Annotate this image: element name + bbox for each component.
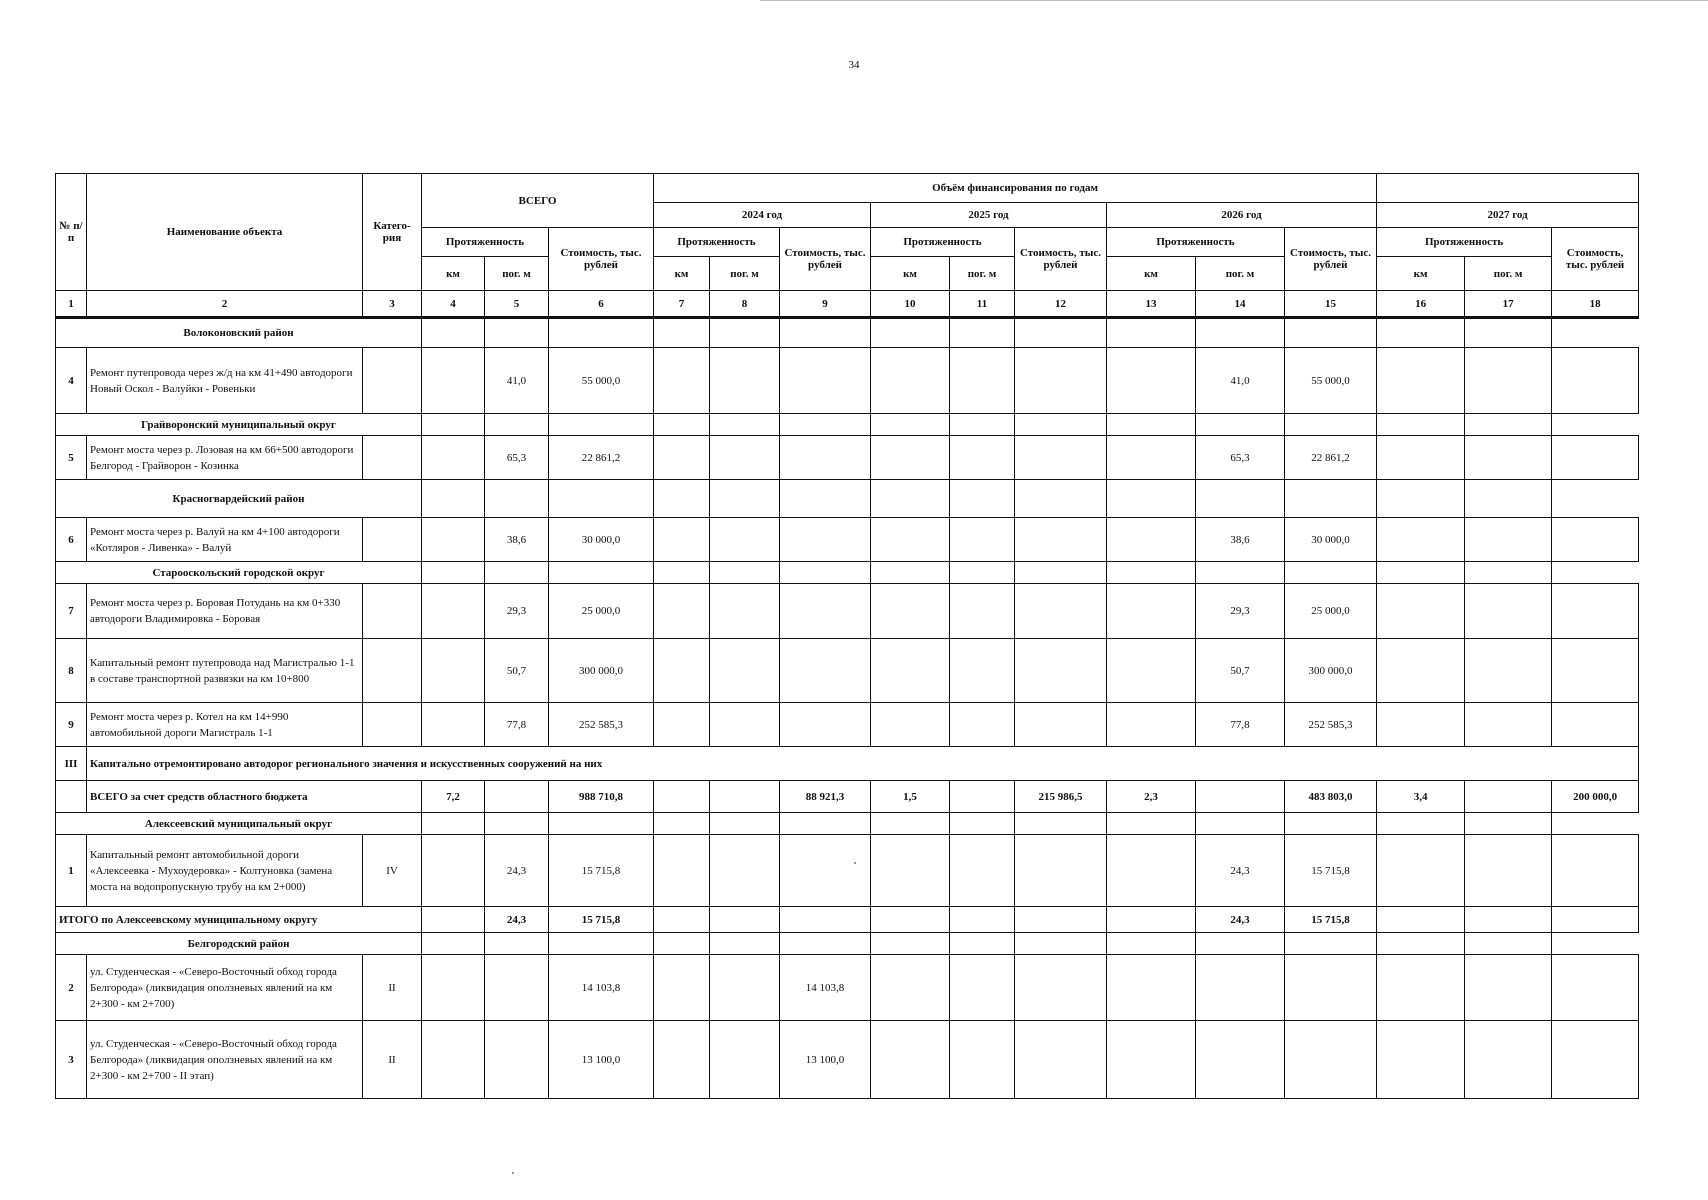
district-title: Красногвардейский район bbox=[56, 480, 422, 518]
column-number: 16 bbox=[1377, 291, 1465, 318]
header-cost: Стоимость, тыс. рублей bbox=[1285, 228, 1377, 291]
subtotal-label: ИТОГО по Алексеевскому муниципальному округу bbox=[56, 907, 422, 933]
header-pog: пог. м bbox=[710, 257, 780, 291]
column-number: 7 bbox=[654, 291, 710, 318]
header-year-2024: 2024 год bbox=[654, 203, 871, 228]
column-number: 3 bbox=[363, 291, 422, 318]
pog-2026: 29,3 bbox=[1196, 584, 1285, 639]
cost-2025: 215 986,5 bbox=[1015, 781, 1107, 813]
column-number: 9 bbox=[780, 291, 871, 318]
column-number: 10 bbox=[871, 291, 950, 318]
header-year-2027: 2027 год bbox=[1377, 203, 1639, 228]
column-number: 13 bbox=[1107, 291, 1196, 318]
column-number: 12 bbox=[1015, 291, 1107, 318]
table-row bbox=[56, 703, 1639, 747]
header-km: км bbox=[1377, 257, 1465, 291]
header-cost: Стоимость, тыс. рублей bbox=[1552, 228, 1639, 291]
header-pog: пог. м bbox=[1465, 257, 1552, 291]
header-cost: Стоимость, тыс. рублей bbox=[780, 228, 871, 291]
column-number: 17 bbox=[1465, 291, 1552, 318]
cost-2024: 88 921,3 bbox=[780, 781, 871, 813]
header-length: Протяженность bbox=[422, 228, 549, 257]
financing-table bbox=[55, 173, 1639, 1099]
pog-2026: 77,8 bbox=[1196, 703, 1285, 747]
total-pog: 41,0 bbox=[485, 348, 549, 414]
column-number-row bbox=[56, 291, 1639, 318]
table-row bbox=[56, 584, 1639, 639]
column-number: 8 bbox=[710, 291, 780, 318]
column-number: 6 bbox=[549, 291, 654, 318]
row-index: 4 bbox=[56, 348, 87, 414]
scan-edge-line bbox=[760, 0, 1708, 1]
header-length: Протяженность bbox=[1377, 228, 1552, 257]
total-pog: 38,6 bbox=[485, 518, 549, 562]
pog-2026: 24,3 bbox=[1196, 835, 1285, 907]
header-cost: Стоимость, тыс. рублей bbox=[549, 228, 654, 291]
category: IV bbox=[363, 835, 422, 907]
header-category: Катего-рия bbox=[363, 174, 422, 291]
total-cost: 15 715,8 bbox=[549, 835, 654, 907]
table-row bbox=[56, 639, 1639, 703]
total-km: 7,2 bbox=[422, 781, 485, 813]
total-cost: 30 000,0 bbox=[549, 518, 654, 562]
object-name: Ремонт моста через р. Валуй на км 4+100 автодороги «Котляров - Ливенка» - Валуй bbox=[87, 518, 363, 562]
table-row bbox=[56, 835, 1639, 907]
cost-2026: 252 585,3 bbox=[1285, 703, 1377, 747]
header-length: Протяженность bbox=[871, 228, 1015, 257]
cost-2024: 14 103,8 bbox=[780, 955, 871, 1021]
table-row bbox=[56, 955, 1639, 1021]
section-row bbox=[56, 747, 1639, 781]
row-index: 6 bbox=[56, 518, 87, 562]
category: II bbox=[363, 1021, 422, 1099]
district-row bbox=[56, 480, 1639, 518]
total-pog: 65,3 bbox=[485, 436, 549, 480]
district-row bbox=[56, 933, 1639, 955]
header-year-2025: 2025 год bbox=[871, 203, 1107, 228]
total-cost: 25 000,0 bbox=[549, 584, 654, 639]
total-cost: 15 715,8 bbox=[549, 907, 654, 933]
header-km: км bbox=[422, 257, 485, 291]
total-cost: 14 103,8 bbox=[549, 955, 654, 1021]
header-pog: пог. м bbox=[950, 257, 1015, 291]
column-number: 18 bbox=[1552, 291, 1639, 318]
total-pog: 24,3 bbox=[485, 907, 549, 933]
district-title: Волоконовский район bbox=[56, 318, 422, 348]
district-title: Белгородский район bbox=[56, 933, 422, 955]
subtotal-row bbox=[56, 907, 1639, 933]
object-name: Ремонт моста через р. Котел на км 14+990 автомобильной дороги Магистраль 1-1 bbox=[87, 703, 363, 747]
header-num: № п/п bbox=[56, 174, 87, 291]
district-row bbox=[56, 562, 1639, 584]
pog-2026: 65,3 bbox=[1196, 436, 1285, 480]
row-index: 3 bbox=[56, 1021, 87, 1099]
category: II bbox=[363, 955, 422, 1021]
total-cost: 55 000,0 bbox=[549, 348, 654, 414]
total-pog: 77,8 bbox=[485, 703, 549, 747]
section-index: III bbox=[56, 747, 87, 781]
total-cost: 13 100,0 bbox=[549, 1021, 654, 1099]
district-title: Старооскольский городской округ bbox=[56, 562, 422, 584]
header-financing: Объём финансирования по годам bbox=[654, 174, 1377, 203]
column-number: 5 bbox=[485, 291, 549, 318]
object-name: ул. Студенческая - «Северо-Восточный обход города Белгорода» (ликвидация оползневых явлений на км 2+300 - км 2+700 - II этап) bbox=[87, 1021, 363, 1099]
header-length: Протяженность bbox=[654, 228, 780, 257]
total-row bbox=[56, 781, 1639, 813]
header-km: км bbox=[871, 257, 950, 291]
total-pog: 29,3 bbox=[485, 584, 549, 639]
column-number: 11 bbox=[950, 291, 1015, 318]
section-title: Капитально отремонтировано автодорог регионального значения и искусственных сооружений на них bbox=[87, 747, 1639, 781]
pog-2026: 50,7 bbox=[1196, 639, 1285, 703]
object-name: Ремонт моста через р. Лозовая на км 66+500 автодороги Белгород - Грайворон - Козинка bbox=[87, 436, 363, 480]
header-cost: Стоимость, тыс. рублей bbox=[1015, 228, 1107, 291]
header-total: ВСЕГО bbox=[422, 174, 654, 228]
object-name: ул. Студенческая - «Северо-Восточный обход города Белгорода» (ликвидация оползневых явлений на км 2+300 - км 2+700) bbox=[87, 955, 363, 1021]
column-number: 1 bbox=[56, 291, 87, 318]
table-row bbox=[56, 436, 1639, 480]
row-index: 1 bbox=[56, 835, 87, 907]
object-name: Капитальный ремонт автомобильной дороги «Алексеевка - Мухоудеровка» - Колтуновка (замена моста на водопропускную трубу на км 2+000) bbox=[87, 835, 363, 907]
cost-2026: 15 715,8 bbox=[1285, 907, 1377, 933]
km-2027: 3,4 bbox=[1377, 781, 1465, 813]
cost-2027: 200 000,0 bbox=[1552, 781, 1639, 813]
total-cost: 300 000,0 bbox=[549, 639, 654, 703]
total-pog: 24,3 bbox=[485, 835, 549, 907]
km-2026: 2,3 bbox=[1107, 781, 1196, 813]
district-row bbox=[56, 813, 1639, 835]
column-number: 15 bbox=[1285, 291, 1377, 318]
object-name: Капитальный ремонт путепровода над Магистралью 1-1 в составе транспортной развязки на км 10+800 bbox=[87, 639, 363, 703]
header-name: Наименование объекта bbox=[87, 174, 363, 291]
row-index: 7 bbox=[56, 584, 87, 639]
header-pog: пог. м bbox=[1196, 257, 1285, 291]
district-title: Алексеевский муниципальный округ bbox=[56, 813, 422, 835]
pog-2026: 41,0 bbox=[1196, 348, 1285, 414]
object-name: Ремонт путепровода через ж/д на км 41+490 автодороги Новый Оскол - Валуйки - Ровеньки bbox=[87, 348, 363, 414]
cost-2026: 300 000,0 bbox=[1285, 639, 1377, 703]
page-number: 34 bbox=[848, 59, 860, 71]
cost-2026: 15 715,8 bbox=[1285, 835, 1377, 907]
header-blank bbox=[1377, 174, 1639, 203]
district-row bbox=[56, 414, 1639, 436]
total-cost: 988 710,8 bbox=[549, 781, 654, 813]
row-index: 8 bbox=[56, 639, 87, 703]
column-number: 4 bbox=[422, 291, 485, 318]
cost-2026: 55 000,0 bbox=[1285, 348, 1377, 414]
row-index: 2 bbox=[56, 955, 87, 1021]
pog-2026: 38,6 bbox=[1196, 518, 1285, 562]
cost-2026: 25 000,0 bbox=[1285, 584, 1377, 639]
total-pog: 50,7 bbox=[485, 639, 549, 703]
cost-2026: 483 803,0 bbox=[1285, 781, 1377, 813]
header-km: км bbox=[1107, 257, 1196, 291]
cost-2026: 22 861,2 bbox=[1285, 436, 1377, 480]
pog-2026: 24,3 bbox=[1196, 907, 1285, 933]
total-cost: 252 585,3 bbox=[549, 703, 654, 747]
header-year-2026: 2026 год bbox=[1107, 203, 1377, 228]
row-index: 9 bbox=[56, 703, 87, 747]
cost-2024: 13 100,0 bbox=[780, 1021, 871, 1099]
total-label: ВСЕГО за счет средств областного бюджета bbox=[87, 781, 422, 813]
header-pog: пог. м bbox=[485, 257, 549, 291]
header-km: км bbox=[654, 257, 710, 291]
table-row bbox=[56, 1021, 1639, 1099]
table-row bbox=[56, 518, 1639, 562]
scan-speck bbox=[512, 1172, 514, 1174]
table-row bbox=[56, 348, 1639, 414]
total-cost: 22 861,2 bbox=[549, 436, 654, 480]
row-index: 5 bbox=[56, 436, 87, 480]
district-row bbox=[56, 318, 1639, 348]
header-length: Протяженность bbox=[1107, 228, 1285, 257]
district-title: Грайворонский муниципальный округ bbox=[56, 414, 422, 436]
column-number: 2 bbox=[87, 291, 363, 318]
cost-2026: 30 000,0 bbox=[1285, 518, 1377, 562]
km-2025: 1,5 bbox=[871, 781, 950, 813]
object-name: Ремонт моста через р. Боровая Потудань на км 0+330 автодороги Владимировка - Боровая bbox=[87, 584, 363, 639]
column-number: 14 bbox=[1196, 291, 1285, 318]
